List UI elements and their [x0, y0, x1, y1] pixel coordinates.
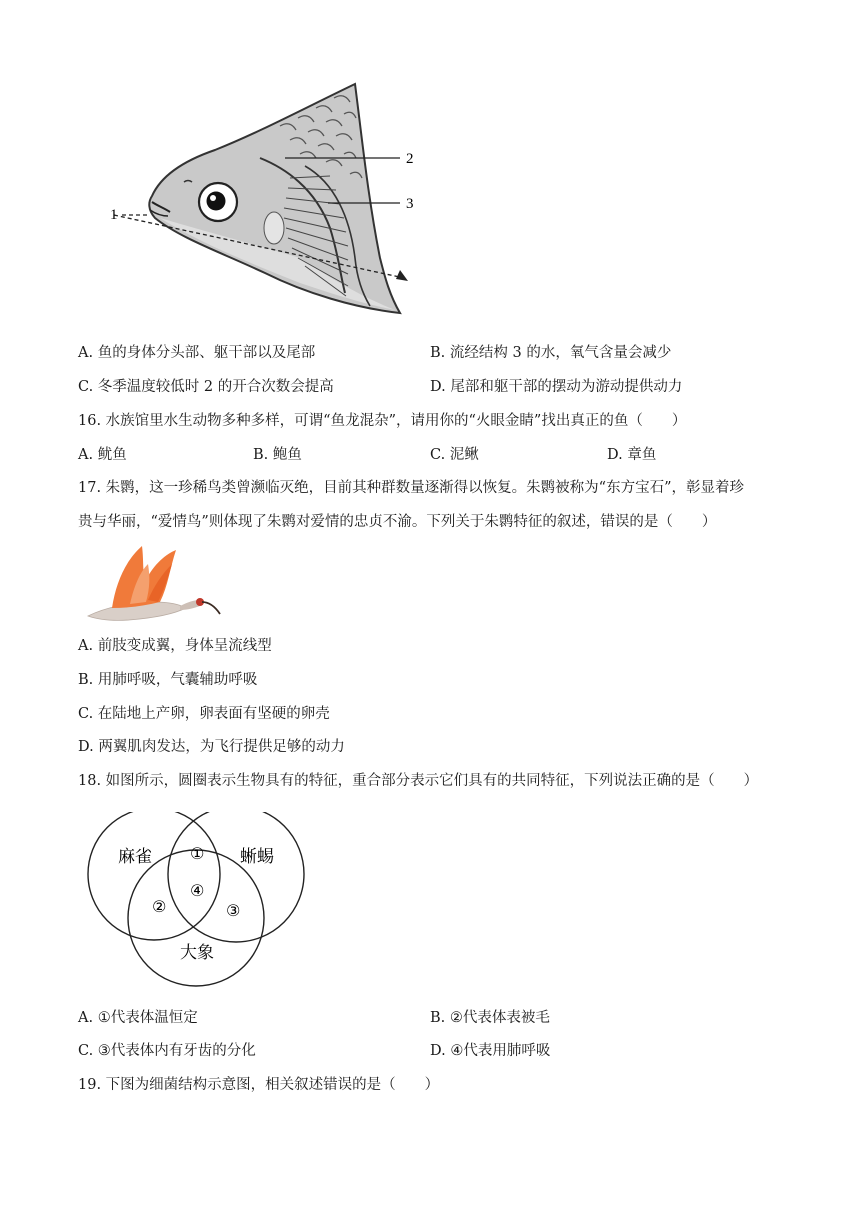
q17-option-d: D. 两翼肌肉发达，为飞行提供足够的动力 [78, 739, 345, 755]
q15-option-b: B. 流经结构 3 的水，氧气含量会减少 [430, 345, 672, 361]
q18-option-c: C. ③代表体内有牙齿的分化 [78, 1043, 256, 1059]
q19-stem: 19. 下图为细菌结构示意图，相关叙述错误的是（ ） [78, 1077, 440, 1093]
venn-label-lizard: 蜥蜴 [240, 847, 274, 867]
venn-circle-lizard [168, 812, 304, 942]
q18-option-a: A. ①代表体温恒定 [78, 1010, 198, 1026]
label-1: 1 [110, 207, 118, 223]
label-3: 3 [406, 196, 414, 212]
venn-circle-elephant [128, 850, 264, 986]
fish-head-figure [100, 78, 430, 323]
venn-region-1: ① [190, 844, 205, 863]
venn-diagram [84, 812, 310, 988]
venn-circle-sparrow [88, 812, 220, 940]
venn-region-3: ③ [226, 901, 241, 920]
venn-label-elephant: 大象 [180, 943, 214, 963]
q15-option-d: D. 尾部和躯干部的摆动为游动提供动力 [430, 379, 683, 395]
q17-option-c: C. 在陆地上产卵，卵表面有坚硬的卵壳 [78, 706, 330, 722]
q16-option-a: A. 鱿鱼 [78, 447, 127, 463]
q17-option-a: A. 前肢变成翼，身体呈流线型 [78, 638, 272, 654]
q16-stem: 16. 水族馆里水生动物多种多样，可谓“鱼龙混杂”，请用你的“火眼金睛”找出真正的鱼（ ） [78, 413, 687, 429]
label-2: 2 [406, 151, 414, 167]
q17-stem-line1: 17. 朱鹮，这一珍稀鸟类曾濒临灭绝，目前其种群数量逐渐得以恢复。朱鹮被称为“东方宝石”，彰显着珍 [78, 480, 744, 496]
q16-option-c: C. 泥鳅 [430, 447, 479, 463]
venn-label-sparrow: 麻雀 [118, 847, 152, 867]
q15-option-c: C. 冬季温度较低时 2 的开合次数会提高 [78, 379, 334, 395]
q18-stem: 18. 如图所示，圆圈表示生物具有的特征，重合部分表示它们具有的共同特征，下列说法正确的是（ ） [78, 773, 759, 789]
q15-option-a: A. 鱼的身体分头部、躯干部以及尾部 [78, 345, 316, 361]
q16-option-b: B. 鲍鱼 [253, 447, 302, 463]
venn-region-2: ② [152, 897, 167, 916]
crested-ibis-image [84, 542, 224, 624]
q18-option-d: D. ④代表用肺呼吸 [430, 1043, 551, 1059]
fish-eye [199, 183, 237, 221]
venn-region-4: ④ [190, 881, 205, 900]
fish-body-outline [149, 84, 400, 313]
q16-option-d: D. 章鱼 [607, 447, 657, 463]
q17-option-b: B. 用肺呼吸，气囊辅助呼吸 [78, 672, 258, 688]
q17-stem-line2: 贵与华丽，“爱情鸟”则体现了朱鹮对爱情的忠贞不渝。下列关于朱鹮特征的叙述，错误的是（ ） [78, 514, 717, 530]
q18-option-b: B. ②代表体表被毛 [430, 1010, 550, 1026]
